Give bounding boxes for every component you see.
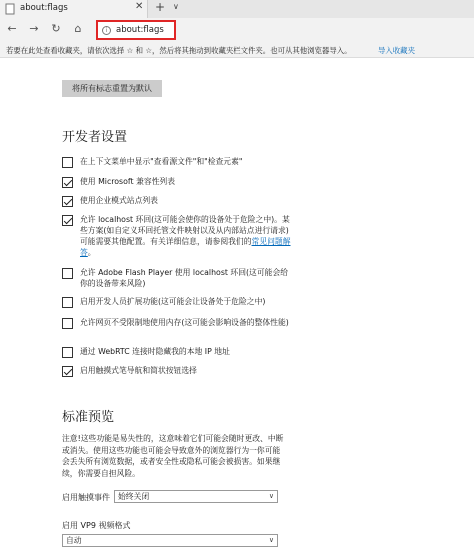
vp9-select[interactable] <box>62 534 278 547</box>
page-icon <box>4 3 16 15</box>
option-label: 启用触摸式笔导航和简状按钮选择 <box>80 366 197 375</box>
new-tab-icon[interactable]: + <box>155 0 166 14</box>
checkbox[interactable] <box>62 177 73 188</box>
checkbox[interactable] <box>62 268 73 279</box>
navigation-bar <box>0 18 474 42</box>
home-icon[interactable]: ⌂ <box>74 22 82 35</box>
reset-flags-button[interactable]: 将所有标志重置为默认 <box>62 80 162 97</box>
checkbox[interactable] <box>62 157 73 168</box>
checkbox[interactable] <box>62 347 73 358</box>
favorites-bar <box>0 42 474 58</box>
option-label: 允许 Adobe Flash Player 使用 localhost 环回(这可能会给你的设备带来风险) <box>80 268 289 288</box>
option-label: 启用开发人员扩展功能(这可能会让设备处于危险之中) <box>80 297 266 306</box>
checkbox[interactable] <box>62 297 73 308</box>
faq-link[interactable]: 常见问题解答 <box>80 237 291 257</box>
tab-list-chevron-icon[interactable]: ∨ <box>173 2 179 11</box>
address-bar[interactable] <box>96 20 176 40</box>
favorites-hint-text: 若要在此处查看收藏夹，请依次选择 ☆ 和 ☆，然后将其拖动到收藏夹栏文件夹。也可从其他浏览器导入。 <box>6 46 352 55</box>
option-label: 允许网页不受限制地使用内存(这可能会影响设备的整体性能) <box>80 318 289 327</box>
option-label: 在上下文菜单中显示"查看源文件"和"检查元素" <box>80 157 243 166</box>
option-label <box>80 214 292 258</box>
standard-preview-heading: 标准预览 <box>62 410 115 425</box>
option-label-tail: 。 <box>87 248 96 257</box>
close-tab-icon[interactable]: ✕ <box>135 1 144 12</box>
developer-settings-heading: 开发者设置 <box>62 130 128 145</box>
volatility-warning: 注意!这些功能是易失性的，这意味着它们可能会随时更改、中断或消失。使用这些功能也可能会导致意外的浏览器行为一你可能会丢失所有浏览数据，或者安全性或隐私可能会被损害。如果继续，你需要自担风险。 <box>62 434 284 478</box>
address-url: about:flags <box>116 25 164 35</box>
option-label: 通过 WebRTC 连接时隐藏我的本地 IP 地址 <box>80 347 230 356</box>
checkbox[interactable] <box>62 215 73 226</box>
chevron-down-icon: ∨ <box>268 492 274 500</box>
import-favorites-link[interactable]: 导入收藏夹 <box>378 46 415 55</box>
tab-about-flags[interactable] <box>0 0 148 18</box>
checkbox[interactable] <box>62 366 73 377</box>
select-value: 始终关闭 <box>118 492 150 501</box>
refresh-icon[interactable]: ↻ <box>51 22 61 35</box>
tab-title: about:flags <box>20 3 68 13</box>
option-label: 使用企业模式站点列表 <box>80 196 158 205</box>
tab-strip <box>0 0 474 18</box>
option-label-text: 允许 localhost 环回(这可能会使你的设备处于危险之中)。某些方案(如自定义环回托管文件映射以及从内部站点进行请求)可能需要其他配置。有关详细信息，请参阅我们的 <box>80 215 290 246</box>
touch-events-select[interactable] <box>114 490 278 503</box>
option-label: 使用 Microsoft 兼容性列表 <box>80 177 176 186</box>
info-icon[interactable]: i <box>102 26 111 35</box>
back-arrow-icon[interactable]: ← <box>7 22 17 35</box>
select-value: 自动 <box>66 536 82 545</box>
chevron-down-icon: ∨ <box>268 536 274 544</box>
forward-arrow-icon[interactable]: → <box>29 22 39 35</box>
checkbox[interactable] <box>62 318 73 329</box>
checkbox[interactable] <box>62 196 73 207</box>
touch-events-label: 启用触摸事件 <box>62 493 110 502</box>
vp9-label: 启用 VP9 视频格式 <box>62 521 131 530</box>
